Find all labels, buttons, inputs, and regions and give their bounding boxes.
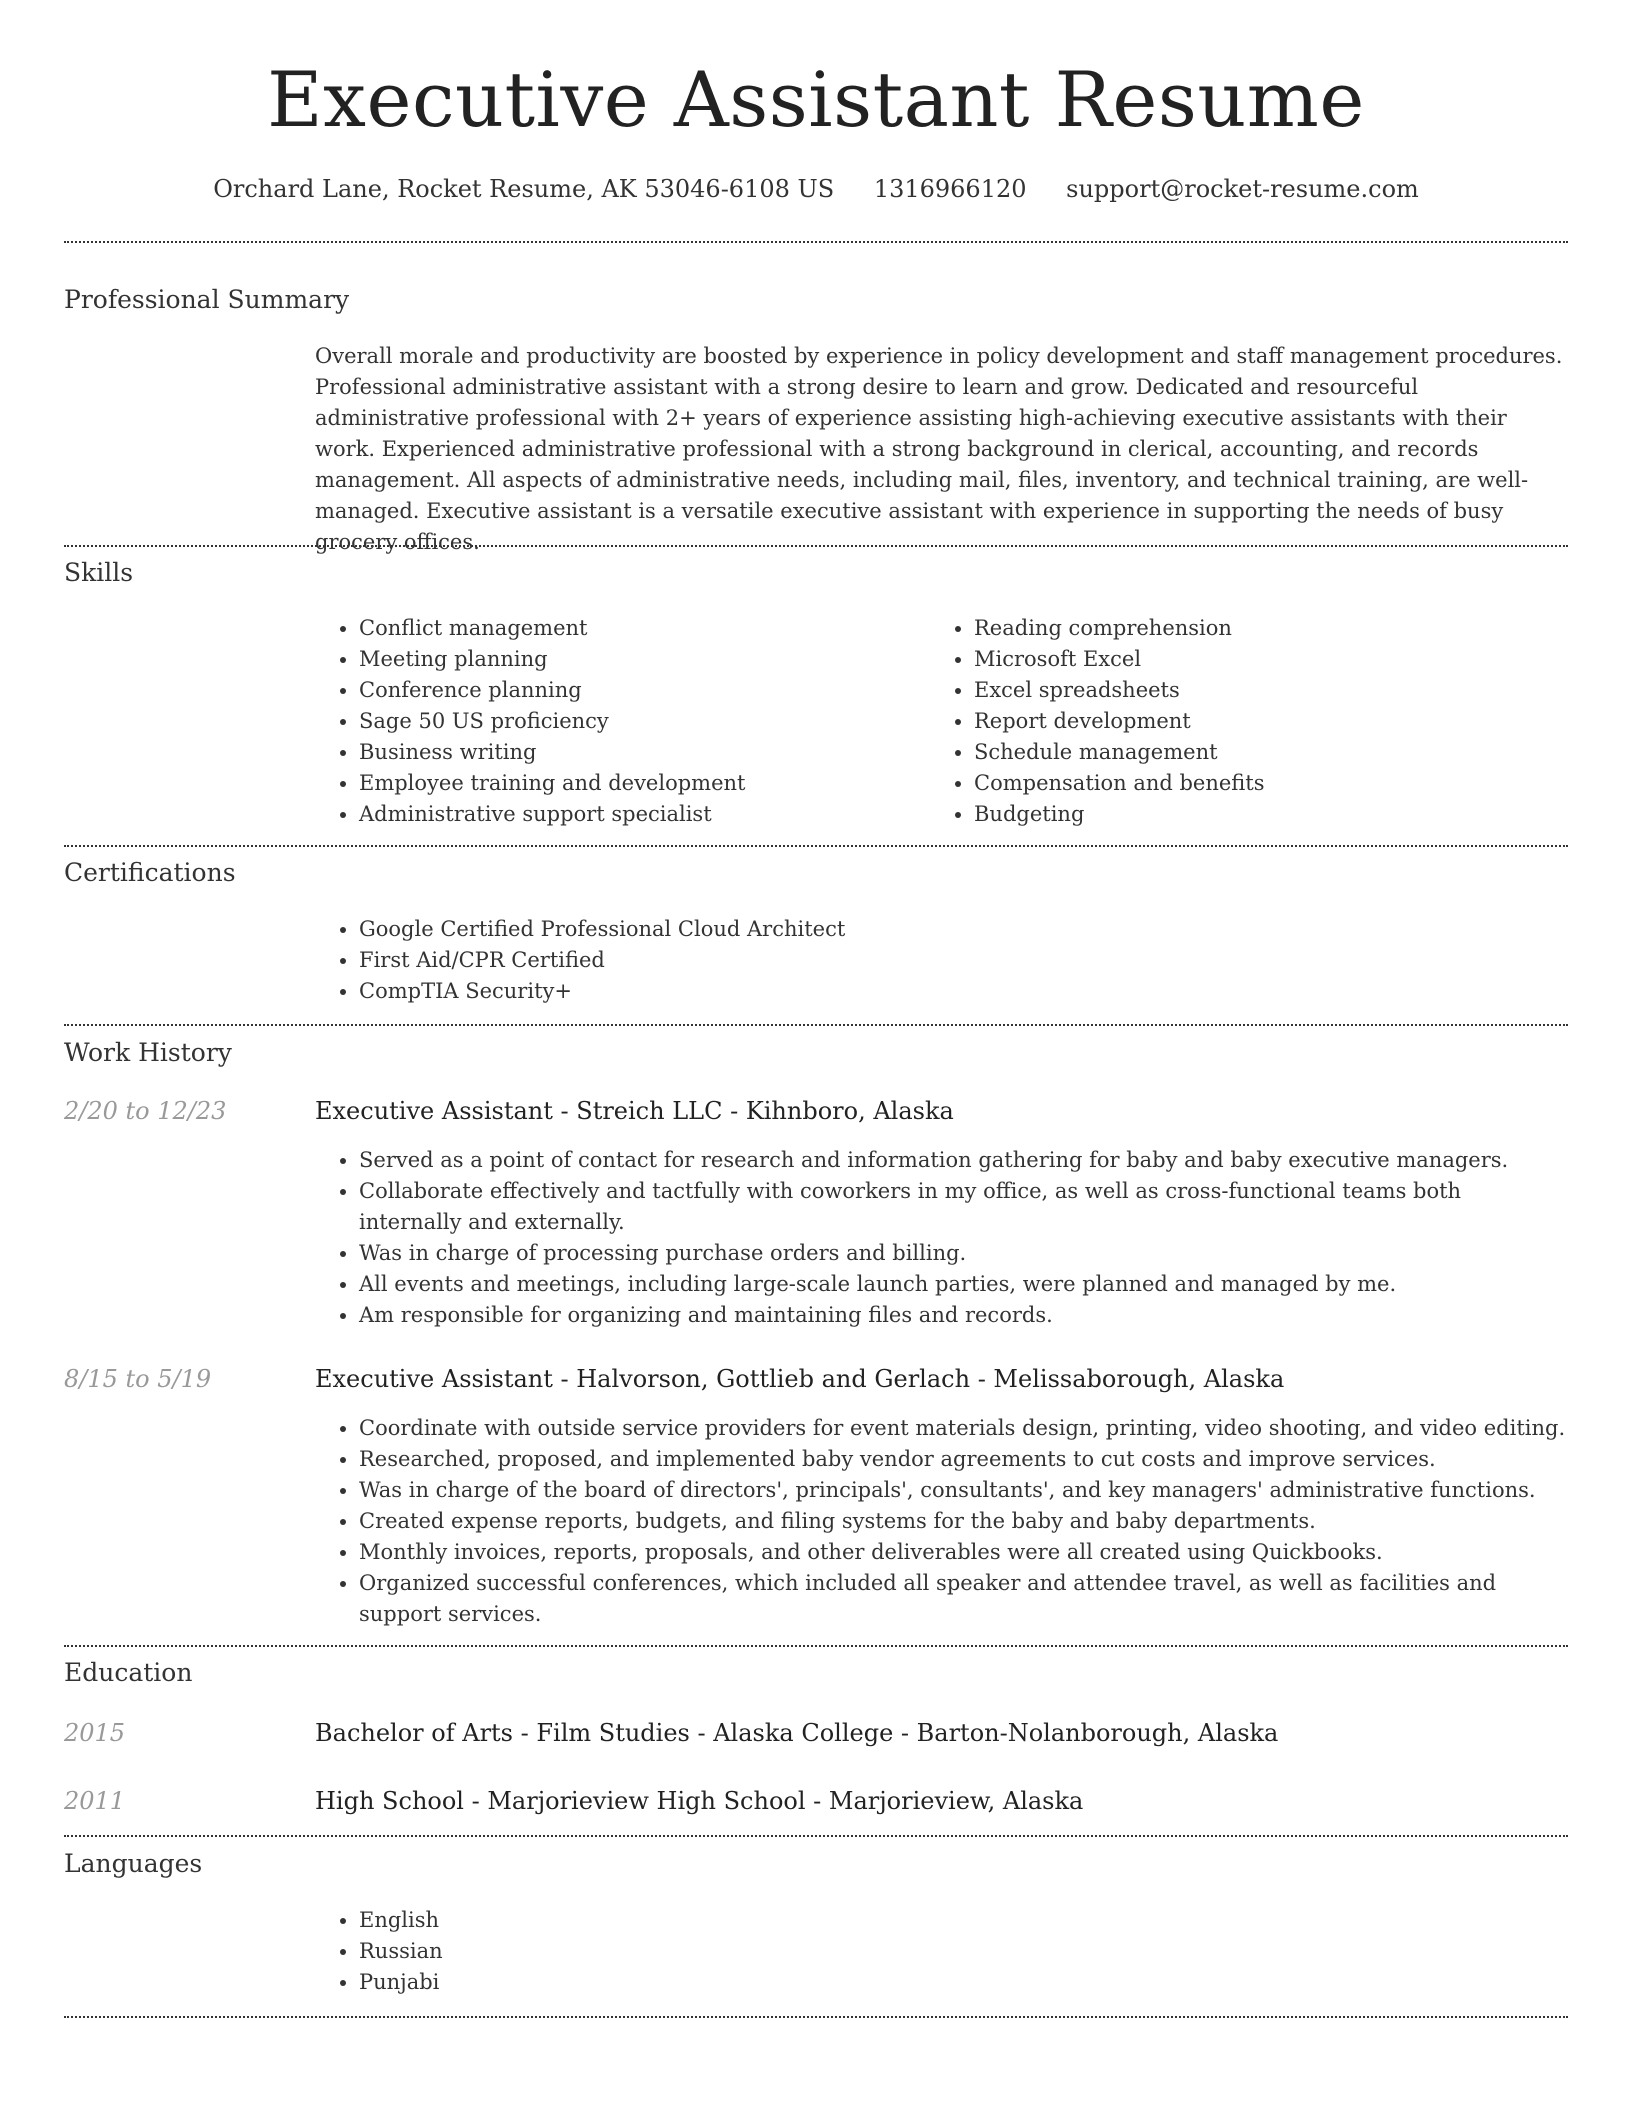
list-item: • CompTIA Security+ <box>359 976 845 1007</box>
section-heading-skills: Skills <box>64 558 134 587</box>
list-item: • Compensation and benefits <box>974 768 1265 799</box>
list-item: • Coordinate with outside service providers for event materials design, printing, video shooting, and video editing. <box>359 1413 1568 1444</box>
divider <box>64 845 1568 847</box>
list-item: • Was in charge of the board of directors', principals', consultants', and key managers' administrative functions. <box>359 1475 1568 1506</box>
job-dates: 8/15 to 5/19 <box>64 1365 212 1393</box>
skills-list-left <box>315 613 745 830</box>
list-item: • Researched, proposed, and implemented baby vendor agreements to cut costs and improve services. <box>359 1444 1568 1475</box>
divider <box>64 545 1568 547</box>
list-item: • Sage 50 US proficiency <box>359 706 745 737</box>
contact-address: Orchard Lane, Rocket Resume, AK 53046-6108 US <box>213 175 835 203</box>
education-degree: High School <box>315 1787 464 1815</box>
job-bullets <box>315 1145 1568 1331</box>
summary-text: Overall morale and productivity are boosted by experience in policy development and staff management procedures. Professional administrative assistant with a strong desire to learn and grow. Dedicated and resourceful administrative professional with 2+ years of experience assisting high-achieving executive assistants with their work. Experienced administrative professional with a strong background in clerical, accounting, and records management. All aspects of administrative needs, including mail, files, inventory, and technical training, are well-managed. Executive assistant is a versatile executive assistant with experience in supporting the needs of busy grocery offices. <box>315 344 1563 554</box>
list-item: • Employee training and development <box>359 768 745 799</box>
education-year: 2015 <box>64 1719 126 1747</box>
certifications-list <box>315 914 845 1007</box>
section-heading-languages: Languages <box>64 1849 203 1878</box>
list-item: • Report development <box>974 706 1265 737</box>
list-item: • Administrative support specialist <box>359 799 745 830</box>
list-item: • Conflict management <box>359 613 745 644</box>
list-item: • Business writing <box>359 737 745 768</box>
list-item: • All events and meetings, including large-scale launch parties, were planned and managed by me. <box>359 1269 1568 1300</box>
job-title: Executive Assistant - Halvorson, Gottlieb and Gerlach - Melissaborough, Alaska <box>315 1365 1285 1393</box>
job-bullets <box>315 1413 1568 1630</box>
list-item: • Budgeting <box>974 799 1265 830</box>
contact-email: support@rocket-resume.com <box>1066 175 1419 203</box>
education-degree: Bachelor of Arts - Film Studies <box>315 1719 690 1747</box>
list-item: • Was in charge of processing purchase orders and billing. <box>359 1238 1568 1269</box>
languages-list <box>315 1905 443 1998</box>
resume-title: Executive Assistant Resume <box>267 55 1365 144</box>
job-dates: 2/20 to 12/23 <box>64 1097 227 1125</box>
skills-list-right <box>930 613 1265 830</box>
list-item: • First Aid/CPR Certified <box>359 945 845 976</box>
section-heading-work-history: Work History <box>64 1038 232 1067</box>
contact-phone: 1316966120 <box>873 175 1027 203</box>
list-item: • Schedule management <box>974 737 1265 768</box>
education-year: 2011 <box>64 1787 126 1815</box>
list-item: • Monthly invoices, reports, proposals, and other deliverables were all created using Quickbooks. <box>359 1537 1568 1568</box>
list-item: • Served as a point of contact for research and information gathering for baby and baby executive managers. <box>359 1145 1568 1176</box>
divider <box>64 241 1568 243</box>
divider <box>64 2016 1568 2018</box>
list-item: • English <box>359 1905 443 1936</box>
education-details: - Alaska College - Barton-Nolanborough, Alaska <box>689 1719 1279 1747</box>
section-heading-certifications: Certifications <box>64 858 236 887</box>
education-details: - Marjorieview High School - Marjorieview, Alaska <box>463 1787 1084 1815</box>
list-item: • Created expense reports, budgets, and filing systems for the baby and baby departments. <box>359 1506 1568 1537</box>
divider <box>64 1835 1568 1837</box>
list-item: • Excel spreadsheets <box>974 675 1265 706</box>
job-title: Executive Assistant - Streich LLC - Kihnboro, Alaska <box>315 1097 954 1125</box>
list-item: • Google Certified Professional Cloud Architect <box>359 914 845 945</box>
divider <box>64 1024 1568 1026</box>
list-item: • Punjabi <box>359 1967 443 1998</box>
education-entry <box>315 1784 1083 1818</box>
list-item: • Collaborate effectively and tactfully with coworkers in my office, as well as cross-functional teams both internally and externally. <box>359 1176 1568 1238</box>
list-item: • Reading comprehension <box>974 613 1265 644</box>
divider <box>64 1645 1568 1647</box>
list-item: • Am responsible for organizing and maintaining files and records. <box>359 1300 1568 1331</box>
section-heading-education: Education <box>64 1658 193 1687</box>
list-item: • Russian <box>359 1936 443 1967</box>
list-item: • Conference planning <box>359 675 745 706</box>
list-item: • Organized successful conferences, which included all speaker and attendee travel, as well as facilities and support services. <box>359 1568 1568 1630</box>
section-heading-summary: Professional Summary <box>64 285 350 314</box>
education-entry <box>315 1716 1278 1750</box>
contact-line <box>64 172 1568 206</box>
list-item: • Meeting planning <box>359 644 745 675</box>
list-item: • Microsoft Excel <box>974 644 1265 675</box>
